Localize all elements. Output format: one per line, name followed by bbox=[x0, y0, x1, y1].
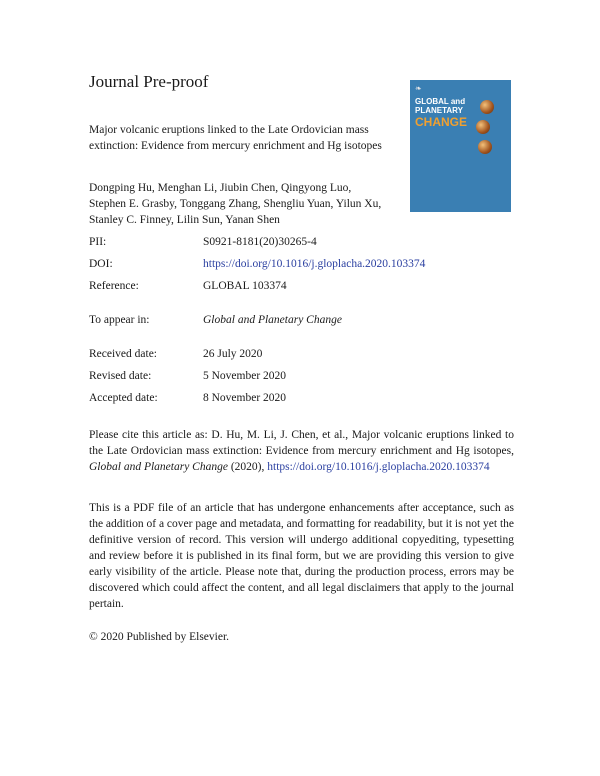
citation-paragraph bbox=[89, 427, 514, 475]
author-list: Dongping Hu, Menghan Li, Jiubin Chen, Qingyong Luo, Stephen E. Grasby, Tonggang Zhang, Shengliu Yuan, Yilun Xu, Stanley C. Finney, Lilin Sun, Yanan Shen bbox=[89, 182, 382, 226]
journal-pre-proof-label: Journal Pre-proof bbox=[89, 72, 209, 91]
citation-year: (2020), bbox=[230, 461, 265, 473]
journal-cover-image bbox=[410, 80, 511, 212]
received-date-value: 26 July 2020 bbox=[203, 348, 263, 360]
accepted-date-value: 8 November 2020 bbox=[203, 392, 287, 404]
revised-date-label: Revised date: bbox=[89, 370, 152, 382]
citation-journal: Global and Planetary Change bbox=[89, 461, 228, 473]
cover-title-line1: GLOBAL and bbox=[415, 97, 466, 106]
citation-doi-link[interactable]: https://doi.org/10.1016/j.gloplacha.2020.103374 bbox=[267, 461, 490, 473]
doi-link[interactable]: https://doi.org/10.1016/j.gloplacha.2020.103374 bbox=[203, 258, 426, 270]
pii-value: S0921-8181(20)30265-4 bbox=[203, 236, 317, 248]
elsevier-logo-icon: ❧ bbox=[415, 84, 422, 93]
doi-label: DOI: bbox=[89, 258, 113, 270]
pre-proof-notice: This is a PDF file of an article that has undergone enhancements after acceptance, such as the addition of a cover page and metadata, and formatting for readability, but it is not yet the definitive version of record. This version will undergo additional copyediting, typesetting and review before it is published in its final form, but we are providing this version to give early visibility of the article. Please note that, during the production process, errors may be discovered which could affect the content, and all legal disclaimers that apply to the journal pertain. bbox=[89, 502, 514, 610]
globe-icon bbox=[476, 120, 490, 134]
journal-name: Global and Planetary Change bbox=[203, 314, 342, 326]
reference-label: Reference: bbox=[89, 280, 139, 292]
copyright-notice: © 2020 Published by Elsevier. bbox=[89, 631, 230, 643]
globe-icon bbox=[478, 140, 492, 154]
pii-label: PII: bbox=[89, 236, 107, 248]
cover-title bbox=[415, 98, 485, 128]
article-title: Major volcanic eruptions linked to the Late Ordovician mass extinction: Evidence from mercury enrichment and Hg isotopes bbox=[89, 124, 382, 152]
appear-in-label: To appear in: bbox=[89, 314, 150, 326]
globe-icon bbox=[480, 100, 494, 114]
cover-title-line2: PLANETARY bbox=[415, 105, 463, 115]
received-date-label: Received date: bbox=[89, 348, 158, 360]
revised-date-value: 5 November 2020 bbox=[203, 370, 287, 382]
reference-value: GLOBAL 103374 bbox=[203, 280, 287, 292]
citation-text: Please cite this article as: D. Hu, M. Li, J. Chen, et al., Major volcanic eruptions linked to the Late Ordovician mass extinction: Evidence from mercury enrichment and Hg isotopes, bbox=[89, 429, 514, 457]
cover-title-line3: CHANGE bbox=[415, 115, 468, 129]
accepted-date-label: Accepted date: bbox=[89, 392, 158, 404]
